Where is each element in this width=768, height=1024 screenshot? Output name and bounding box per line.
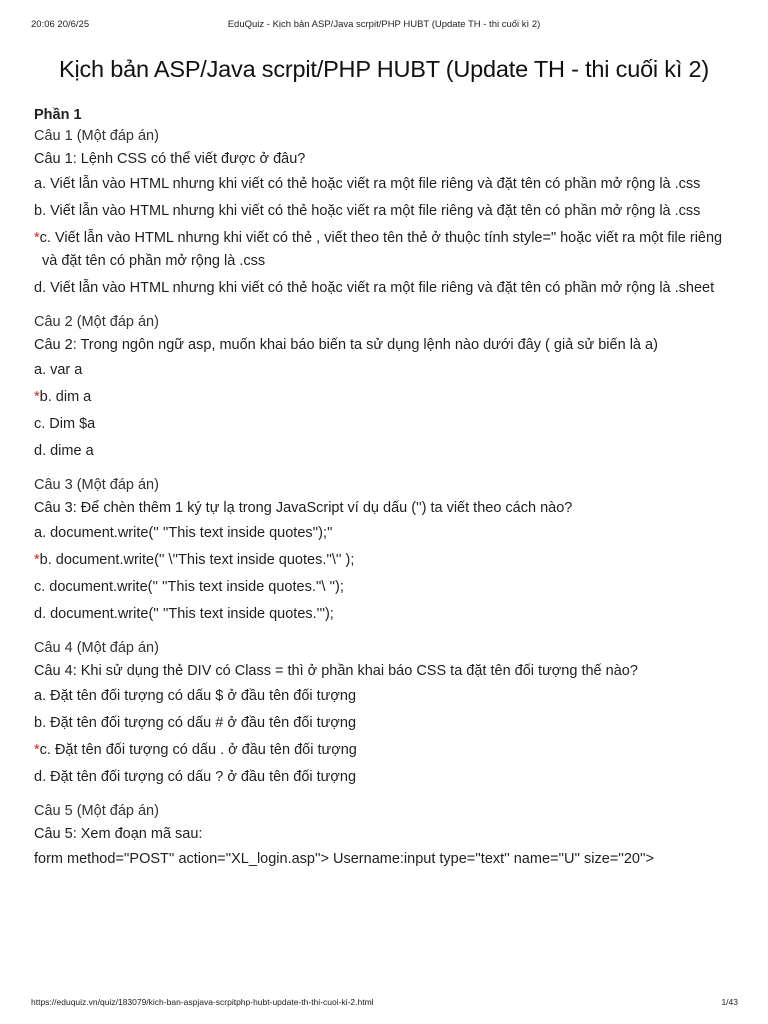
answer-text: d. dime a: [34, 443, 94, 459]
answer-option: [34, 277, 738, 300]
correct-answer-marker: *: [34, 552, 40, 568]
answer-text: d. Viết lẫn vào HTML nhưng khi viết có thẻ hoặc viết ra một file riêng và đặt tên có phần mở rộng là .sheet: [34, 280, 715, 296]
answer-text: a. Đặt tên đối tượng có dấu $ ở đầu tên đối tượng: [34, 688, 357, 704]
question-text: Câu 5: Xem đoạn mã sau:: [34, 826, 203, 842]
answer-text: b. Đặt tên đối tượng có dấu # ở đầu tên đối tượng: [34, 715, 357, 731]
answer-text: c. Dim $a: [34, 416, 96, 432]
question-text: Câu 1: Lệnh CSS có thể viết được ở đâu?: [34, 151, 306, 167]
answer-option: [34, 522, 738, 545]
answer-text: b. dim a: [39, 389, 92, 405]
answer-option: [34, 549, 738, 572]
question-1: [34, 125, 738, 300]
answer-text: b. Viết lẫn vào HTML nhưng khi viết có thẻ hoặc viết ra một file riêng và đặt tên có phần mở rộng là .css: [34, 203, 701, 219]
answer-text: form method=''POST'' action=''XL_login.asp''> Username:input type=''text'' name=''U'' size=''20''>: [34, 851, 654, 867]
print-timestamp: 20:06 20/6/25: [31, 19, 90, 30]
question-heading: Câu 5 (Một đáp án): [34, 803, 159, 819]
answer-text: c. Đặt tên đối tượng có dấu . ở đầu tên đối tượng: [39, 742, 357, 758]
answer-option: [34, 712, 738, 735]
answer-option: [34, 173, 738, 196]
answer-text: a. Viết lẫn vào HTML nhưng khi viết có thẻ hoặc viết ra một file riêng và đặt tên có phần mở rộng là .css: [34, 176, 701, 192]
answer-text: a. document.write('' ''This text inside quotes'');'': [34, 525, 333, 541]
page-number: 1/43: [721, 997, 738, 1007]
answer-option: [34, 440, 738, 463]
question-4: [34, 637, 738, 789]
question-heading: Câu 2 (Một đáp án): [34, 314, 159, 330]
answer-text: d. document.write('' ''This text inside quotes.''');: [34, 606, 334, 622]
answer-option: [34, 413, 738, 436]
correct-answer-marker: *: [34, 230, 40, 246]
answer-option: [34, 200, 738, 223]
question-text: Câu 4: Khi sử dụng thẻ DIV có Class = thì ở phần khai báo CSS ta đặt tên đối tượng thế nào?: [34, 663, 638, 679]
question-heading: Câu 4 (Một đáp án): [34, 640, 159, 656]
answer-option: [34, 685, 738, 708]
correct-answer-marker: *: [34, 389, 40, 405]
part-title: Phần 1: [34, 107, 82, 123]
answer-option: [34, 603, 738, 626]
question-heading: Câu 3 (Một đáp án): [34, 477, 159, 493]
answer-option: [34, 227, 738, 273]
answer-text: a. var a: [34, 362, 83, 378]
answer-text: c. document.write('' ''This text inside quotes.''\ '');: [34, 579, 344, 595]
answer-option: [34, 359, 738, 382]
answer-option: [34, 848, 738, 871]
question-list: [34, 125, 738, 871]
print-url: https://eduquiz.vn/quiz/183079/kich-ban-aspjava-scrpitphp-hubt-update-th-thi-cuoi-ki-2.html: [31, 997, 374, 1007]
answer-option: [34, 766, 738, 789]
answer-text: b. document.write('' \''This text inside quotes.''\'' );: [39, 552, 355, 568]
answer-text: d. Đặt tên đối tượng có dấu ? ở đầu tên đối tượng: [34, 769, 357, 785]
answer-option: [34, 739, 738, 762]
question-text: Câu 3: Để chèn thêm 1 ký tự lạ trong JavaScript ví dụ dấu ('') ta viết theo cách nào?: [34, 500, 573, 516]
quiz-content: [34, 107, 738, 882]
answer-text: c. Viết lẫn vào HTML nhưng khi viết có thẻ , viết theo tên thẻ ở thuộc tính style=" hoặc viết ra một file riêng và đặt tên có phần mở rộng là .css: [39, 230, 723, 269]
correct-answer-marker: *: [34, 742, 40, 758]
question-3: [34, 474, 738, 626]
question-2: [34, 311, 738, 463]
answer-option: [34, 386, 738, 409]
question-heading: Câu 1 (Một đáp án): [34, 128, 159, 144]
question-5: [34, 800, 738, 871]
page-title: Kịch bản ASP/Java scrpit/PHP HUBT (Update TH - thi cuối kì 2): [59, 56, 709, 82]
question-text: Câu 2: Trong ngôn ngữ asp, muốn khai báo biến ta sử dụng lệnh nào dưới đây ( giả sử biến là a): [34, 337, 658, 353]
print-document-title: EduQuiz - Kịch bản ASP/Java scrpit/PHP HUBT (Update TH - thi cuối kì 2): [227, 19, 541, 30]
print-footer: [0, 984, 768, 1024]
answer-option: [34, 576, 738, 599]
print-header: [0, 0, 768, 44]
